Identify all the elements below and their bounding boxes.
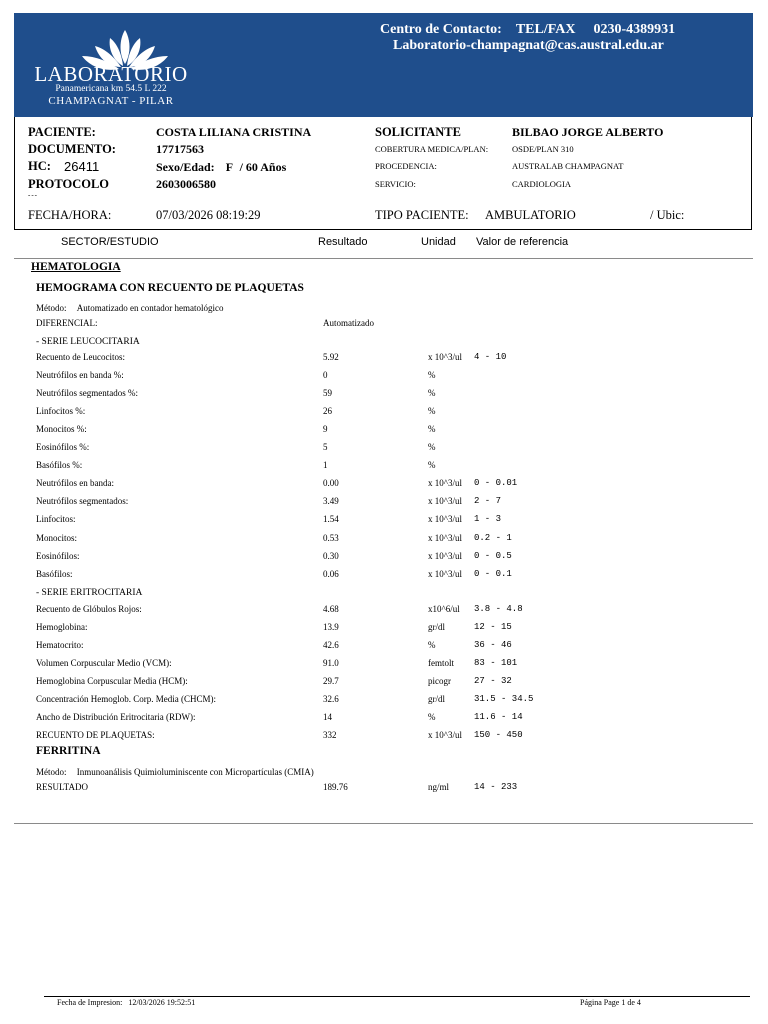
test-name: Basófilos: — [36, 568, 73, 579]
patient-info-box — [14, 117, 752, 230]
print-date-value: 12/03/2026 19:52:51 — [128, 998, 196, 1007]
paciente-value: COSTA LILIANA CRISTINA — [156, 125, 312, 139]
test-reference: 0 - 0.5 — [474, 550, 512, 561]
result-row — [0, 622, 768, 640]
test-name: Eosinófilos %: — [36, 442, 90, 453]
test-result: 4.68 — [323, 604, 339, 614]
test-name: Recuento de Glóbulos Rojos: — [36, 604, 142, 614]
test-name: RESULTADO — [36, 782, 88, 792]
contact-email: Laboratorio-champagnat@cas.austral.edu.ar — [393, 38, 664, 53]
hemograma-title: HEMOGRAMA CON RECUENTO DE PLAQUETAS — [36, 282, 304, 294]
sexo-edad — [156, 160, 286, 175]
test-unit: femtolt — [428, 658, 454, 668]
test-unit: gr/dl — [428, 622, 445, 632]
test-reference: 2 - 7 — [474, 496, 502, 507]
header-banner — [14, 13, 753, 117]
result-row — [0, 604, 768, 622]
test-result: 0.00 — [323, 478, 339, 489]
test-result: 3.49 — [323, 496, 339, 507]
cobertura-label: COBERTURA MEDICA/PLAN: — [375, 144, 489, 154]
print-date-label: Fecha de Impresion: — [57, 998, 123, 1007]
hc-value: 26411 — [64, 159, 100, 174]
test-unit: % — [428, 424, 436, 435]
procedencia-label: PROCEDENCIA: — [375, 161, 437, 171]
print-date — [57, 998, 195, 1007]
protocolo-extra: --- — [28, 191, 38, 199]
test-result: 91.0 — [323, 658, 339, 668]
metodo-label: Método: — [36, 303, 67, 313]
result-row — [0, 694, 768, 712]
test-unit: x 10^3/ul — [428, 478, 462, 489]
test-reference: 150 - 450 — [474, 730, 523, 740]
result-row — [0, 782, 768, 800]
protocolo-label: PROTOCOLO — [28, 177, 110, 191]
column-referencia: Valor de referencia — [476, 236, 569, 248]
paciente-label: PACIENTE: — [28, 125, 96, 139]
result-row — [0, 478, 768, 496]
test-result: 13.9 — [323, 622, 339, 632]
test-result: 0.53 — [323, 532, 339, 543]
test-result: 0 — [323, 370, 328, 381]
tipo-paciente-value: AMBULATORIO — [485, 208, 576, 222]
diferencial-label: DIFERENCIAL: — [36, 318, 98, 328]
test-reference: 12 - 15 — [474, 622, 512, 632]
fecha-value: 07/03/2026 08:19:29 — [156, 208, 261, 222]
contact-line — [380, 22, 675, 38]
test-name: Eosinófilos: — [36, 550, 80, 561]
test-unit: x 10^3/ul — [428, 352, 462, 362]
tipo-paciente-label: TIPO PACIENTE: — [375, 208, 469, 222]
servicio-label: SERVICIO: — [375, 179, 416, 189]
cobertura-value: OSDE/PLAN 310 — [512, 144, 574, 154]
test-result: 26 — [323, 406, 332, 417]
test-result: 59 — [323, 388, 332, 399]
test-unit: % — [428, 640, 436, 650]
result-row — [0, 640, 768, 658]
test-name: RECUENTO DE PLAQUETAS: — [36, 730, 155, 740]
test-name: Linfocitos %: — [36, 406, 86, 417]
column-sector: SECTOR/ESTUDIO — [61, 236, 159, 248]
test-reference: 0.2 - 1 — [474, 532, 512, 543]
page-number: Página Page 1 de 4 — [580, 998, 641, 1007]
section-hematologia: HEMATOLOGIA — [31, 261, 121, 273]
result-row — [0, 712, 768, 730]
phone-number: 0230-4389931 — [593, 22, 676, 37]
test-reference: 14 - 233 — [474, 782, 518, 792]
test-name: Basófilos %: — [36, 460, 83, 471]
test-result: 32.6 — [323, 694, 339, 704]
test-unit: % — [428, 370, 436, 381]
test-unit: x 10^3/ul — [428, 514, 462, 525]
result-row — [0, 730, 768, 748]
documento-label: DOCUMENTO: — [28, 142, 116, 156]
lab-place: CHAMPAGNAT - PILAR — [48, 95, 174, 107]
result-row — [0, 551, 768, 569]
test-unit: x 10^3/ul — [428, 730, 462, 740]
result-row — [0, 460, 768, 478]
test-unit: gr/dl — [428, 694, 445, 704]
result-row — [0, 406, 768, 424]
lab-name: LABORATORIO — [34, 62, 188, 86]
test-name: Hemoglobina: — [36, 622, 88, 632]
test-reference: 1 - 3 — [474, 514, 502, 525]
test-name: Linfocitos: — [36, 514, 76, 525]
test-result: 332 — [323, 730, 337, 740]
result-row — [0, 658, 768, 676]
test-name: Neutrófilos segmentados: — [36, 496, 129, 507]
result-row — [0, 569, 768, 587]
test-result: 1.54 — [323, 514, 339, 525]
test-name: Neutrófilos en banda %: — [36, 370, 124, 381]
test-reference: 11.6 - 14 — [474, 712, 523, 722]
ferritina-metodo-value: Inmunoanálisis Quimioluminiscente con Micropartículas (CMIA) — [76, 767, 314, 777]
ubic-label: / Ubic: — [650, 208, 685, 222]
servicio-value: CARDIOLOGIA — [512, 179, 572, 189]
result-row — [0, 352, 768, 370]
ferritina-metodo-line — [36, 767, 314, 777]
test-name: Neutrófilos segmentados %: — [36, 388, 138, 399]
diferencial-value: Automatizado — [323, 318, 374, 328]
test-unit: picogr — [428, 676, 451, 686]
result-row — [0, 496, 768, 514]
test-name: Recuento de Leucocitos: — [36, 352, 125, 362]
result-row — [0, 388, 768, 406]
test-name: Neutrófilos en banda: — [36, 478, 114, 489]
sexo-edad-label: Sexo/Edad: — [156, 160, 215, 174]
result-row — [0, 370, 768, 388]
test-result: 189.76 — [323, 782, 348, 792]
test-result: 29.7 — [323, 676, 339, 686]
hc-label: HC: — [28, 159, 51, 173]
test-result: 1 — [323, 460, 328, 471]
metodo-value: Automatizado en contador hematológico — [76, 303, 224, 313]
ferritina-metodo-label: Método: — [36, 767, 67, 777]
lab-address: Panamericana km 54.5 L 222 — [55, 84, 167, 94]
test-unit: x 10^3/ul — [428, 496, 462, 507]
procedencia-value: AUSTRALAB CHAMPAGNAT — [512, 161, 624, 171]
test-name: Hematocrito: — [36, 640, 84, 650]
solicitante-value: BILBAO JORGE ALBERTO — [512, 125, 664, 139]
sexo-value: F — [225, 160, 233, 174]
test-name: Volumen Corpuscular Medio (VCM): — [36, 658, 172, 668]
serie-eritrocitaria-title: - SERIE ERITROCITARIA — [36, 588, 143, 598]
result-row — [0, 533, 768, 551]
test-unit: x 10^3/ul — [428, 568, 462, 579]
test-result: 5 — [323, 442, 328, 453]
test-reference: 4 - 10 — [474, 352, 507, 362]
telfax-label: TEL/FAX — [515, 22, 576, 37]
test-unit: ng/ml — [428, 782, 450, 792]
test-unit: x 10^3/ul — [428, 550, 462, 561]
test-reference: 83 - 101 — [474, 658, 518, 668]
test-reference: 31.5 - 34.5 — [474, 694, 534, 704]
column-resultado: Resultado — [318, 236, 368, 248]
contact-label: Centro de Contacto: — [380, 22, 502, 37]
results-end-divider — [14, 823, 753, 824]
test-reference: 36 - 46 — [474, 640, 512, 650]
test-result: 42.6 — [323, 640, 339, 650]
test-name: Hemoglobina Corpuscular Media (HCM): — [36, 676, 188, 686]
fecha-label: FECHA/HORA: — [28, 208, 112, 222]
test-name: Monocitos: — [36, 532, 78, 543]
test-reference: 3.8 - 4.8 — [474, 604, 523, 614]
documento-value: 17717563 — [156, 142, 204, 156]
test-unit: x 10^3/ul — [428, 532, 462, 543]
test-result: 14 — [323, 712, 332, 722]
test-unit: % — [428, 388, 436, 399]
test-reference: 27 - 32 — [474, 676, 512, 686]
metodo-line — [36, 303, 223, 313]
test-unit: % — [428, 712, 436, 722]
column-header-divider — [14, 258, 753, 259]
test-reference: 0 - 0.01 — [474, 478, 518, 489]
serie-leucocitaria-title: - SERIE LEUCOCITARIA — [36, 337, 140, 347]
result-row — [0, 514, 768, 532]
footer-divider — [44, 996, 750, 997]
test-name: Concentración Hemoglob. Corp. Media (CHCM): — [36, 694, 216, 704]
solicitante-label: SOLICITANTE — [375, 125, 461, 139]
ferritina-title: FERRITINA — [36, 745, 101, 757]
test-unit: % — [428, 460, 436, 471]
test-result: 0.30 — [323, 550, 339, 561]
result-row — [0, 442, 768, 460]
test-name: Ancho de Distribución Eritrocitaria (RDW): — [36, 712, 196, 722]
test-unit: % — [428, 442, 436, 453]
result-row — [0, 676, 768, 694]
test-result: 0.06 — [323, 568, 339, 579]
test-result: 9 — [323, 424, 328, 435]
test-reference: 0 - 0.1 — [474, 568, 512, 579]
test-unit: % — [428, 406, 436, 417]
edad-value: / 60 Años — [239, 160, 287, 174]
result-row — [0, 424, 768, 442]
test-unit: x10^6/ul — [428, 604, 460, 614]
test-name: Monocitos %: — [36, 424, 87, 435]
column-unidad: Unidad — [421, 236, 456, 248]
protocolo-value: 2603006580 — [156, 177, 216, 191]
test-result: 5.92 — [323, 352, 339, 362]
